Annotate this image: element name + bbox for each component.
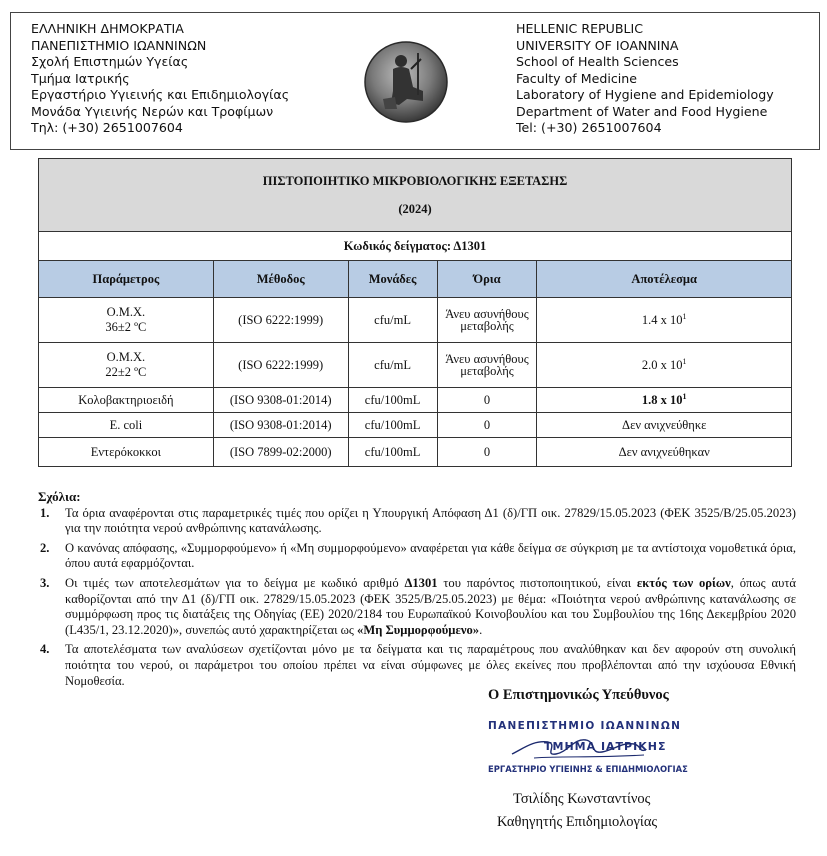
note-item xyxy=(38,506,796,537)
letterhead-line: Εργαστήριο Υγιεινής και Επιδημιολογίας xyxy=(31,87,290,102)
note-text: Τα όρια αναφέρονται στις παραμετρικές τιμές που ορίζει η Υπουργική Απόφαση Δ1 (δ)/ΓΠ οικ. 27829/15.05.2023 (ΦΕΚ 3525/Β/25.05.2023) για την ποιότητα νερού ανθρώπινης κατανάλωσης. xyxy=(65,505,796,536)
note-out-of-limits: εκτός των ορίων xyxy=(636,575,731,590)
note-item xyxy=(38,541,796,572)
letterhead-line: Τηλ: (+30) 2651007604 xyxy=(31,120,183,135)
letterhead-line: Tel: (+30) 2651007604 xyxy=(516,120,662,135)
signatory-name: Τσιλίδης Κωνσταντίνος xyxy=(513,791,651,807)
param-cell xyxy=(39,298,214,343)
result-cell xyxy=(537,388,792,413)
column-header: Παράμετρος xyxy=(39,261,214,298)
units-cell: cfu/100mL xyxy=(348,438,437,467)
certificate-title-text: ΠΙΣΤΟΠΟΙΗΤΙΚΟ ΜΙΚΡΟΒΙΟΛΟΓΙΚΗΣ ΕΞΕΤΑΣΗΣ xyxy=(262,174,568,188)
note-text-part: Οι τιμές των αποτελεσμάτων για το δείγμα με κωδικό αριθμό xyxy=(65,575,405,590)
letterhead-line: UNIVERSITY OF IOANNINA xyxy=(516,37,679,53)
note-verdict: «Μη Συμμορφούμενο» xyxy=(357,622,480,637)
letterhead-line: Department of Water and Food Hygiene xyxy=(516,103,768,119)
param-temp: 36±2 ºC xyxy=(105,320,147,334)
param-cell: Εντερόκοκκοι xyxy=(39,438,214,467)
note-sample-code: Δ1301 xyxy=(404,575,438,590)
letterhead-greek xyxy=(31,21,289,137)
letterhead-line: ΕΛΛΗΝΙΚΗ ΔΗΜΟΚΡΑΤΙΑ xyxy=(31,21,184,36)
param-temp: 22±2 ºC xyxy=(105,365,147,379)
method-cell: (ISO 7899-02:2000) xyxy=(213,438,348,467)
units-cell: cfu/100mL xyxy=(348,413,437,438)
coin-logo-icon xyxy=(363,39,449,125)
method-cell: (ISO 9308-01:2014) xyxy=(213,388,348,413)
letterhead-line: School of Health Sciences xyxy=(516,54,679,69)
stamp-laboratory: ΕΡΓΑΣΤΗΡΙΟ ΥΓΙΕΙΝΗΣ & ΕΠΙΔΗΜΙΟΛΟΓΙΑΣ xyxy=(488,764,688,774)
units-cell: cfu/mL xyxy=(348,343,437,388)
limit-cell: Άνευ ασυνήθους μεταβολής xyxy=(437,298,537,343)
table-row xyxy=(39,388,792,413)
note-text-part: , όπως αυτά καθορίζονται από την Δ1 (δ)/ΓΠ οικ. 27829/15.05.2023 (ΦΕΚ 3525/Β/25.05.2023) με θέμα: «Ποιότητα νερού ανθρώπινης κατανάλωσης σε συμμόρφωση προς τις διατάξεις της Οδηγίας (ΕΕ) 2020/2184 του Ευρωπαϊκού Κοινοβουλίου και του Συμβουλίου της 16ης Δεκεμβρίου 2020 (L435/1, 23.12.2020)», συνεπώς αυτό χαρακτηρίζεται ως xyxy=(65,575,796,637)
column-header: Όρια xyxy=(437,261,537,298)
letterhead-line: HELLENIC REPUBLIC xyxy=(516,21,644,36)
note-text xyxy=(65,576,796,637)
result-cell: Δεν ανιχνεύθηκαν xyxy=(537,438,792,467)
certificate-year: (2024) xyxy=(398,202,432,216)
result-cell xyxy=(537,343,792,388)
param-name: Ο.Μ.Χ. xyxy=(106,350,146,364)
letterhead-line: ΠΑΝΕΠΙΣΤΗΜΙΟ ΙΩΑΝΝΙΝΩΝ xyxy=(31,37,207,53)
column-header: Αποτέλεσμα xyxy=(537,261,792,298)
result-value: 2.0 x 10 xyxy=(641,358,683,373)
limit-cell: Άνευ ασυνήθους μεταβολής xyxy=(437,343,537,388)
column-header: Μονάδες xyxy=(348,261,437,298)
method-cell: (ISO 9308-01:2014) xyxy=(213,413,348,438)
note-number: 2. xyxy=(40,540,50,555)
stamp-university: ΠΑΝΕΠΙΣΤΗΜΙΟ ΙΩΑΝΝΙΝΩΝ xyxy=(488,720,682,732)
limit-cell: 0 xyxy=(437,413,537,438)
note-text-part: . xyxy=(479,622,483,637)
signatory-role: Καθηγητής Επιδημιολογίας xyxy=(497,814,658,830)
note-text: Τα αποτελέσματα των αναλύσεων σχετίζονται μόνο με τα δείγματα και τις παραμέτρους που αναλύθηκαν και δεν αφορούν στη συνολική ποιότητα του νερού, οι παράμετροι του οποίου πρέπει να είναι σύμφωνες με όλες εκείνες που προβλέπονται από την ισχύουσα Εθνική Νομοθεσία. xyxy=(65,642,796,688)
table-row xyxy=(39,298,792,343)
method-cell: (ISO 6222:1999) xyxy=(213,343,348,388)
result-value: 1.4 x 10 xyxy=(641,313,683,328)
letterhead-english xyxy=(516,21,774,137)
notes-title: Σχόλια: xyxy=(38,489,81,504)
note-item xyxy=(38,642,796,689)
note-text: Ο κανόνας απόφασης, «Συμμορφούμενο» ή «Μη συμμορφούμενο» αναφέρεται για κάθε δείγμα σε σύγκριση με τα αντίστοιχα νομοθετικά όρια, όπου αυτά εφαρμόζονται. xyxy=(65,540,796,571)
certificate-title xyxy=(39,159,792,232)
letterhead-line: Σχολή Επιστημών Υγείας xyxy=(31,54,189,69)
note-number: 1. xyxy=(40,505,50,520)
result-value: 1.8 x 10 xyxy=(641,393,683,408)
method-cell: (ISO 6222:1999) xyxy=(213,298,348,343)
letterhead-line: Τμήμα Ιατρικής xyxy=(31,70,130,86)
limit-cell: 0 xyxy=(437,388,537,413)
note-number: 4. xyxy=(40,642,50,657)
result-cell xyxy=(537,298,792,343)
limit-cell: 0 xyxy=(437,438,537,467)
official-stamp xyxy=(484,716,694,780)
result-exponent: 1 xyxy=(682,356,687,366)
result-cell: Δεν ανιχνεύθηκε xyxy=(537,413,792,438)
letterhead-line: Μονάδα Υγιεινής Νερών και Τροφίμων xyxy=(31,103,274,119)
note-text-part: του παρόντος πιστοποιητικού, είναι xyxy=(437,575,637,590)
letterhead-line: Laboratory of Hygiene and Epidemiology xyxy=(516,87,774,102)
letterhead-line: Faculty of Medicine xyxy=(516,70,638,86)
param-cell: Κολοβακτηριοειδή xyxy=(39,388,214,413)
param-cell xyxy=(39,343,214,388)
letterhead xyxy=(10,12,820,150)
table-row xyxy=(39,413,792,438)
note-number: 3. xyxy=(40,575,50,590)
param-name: Ο.Μ.Χ. xyxy=(106,305,146,319)
sample-code: Κωδικός δείγματος: Δ1301 xyxy=(39,232,792,261)
handwritten-signature-icon xyxy=(504,728,654,764)
table-row xyxy=(39,438,792,467)
signature-title: Ο Επιστημονικώς Υπεύθυνος xyxy=(488,687,669,703)
table-row xyxy=(39,343,792,388)
stamp-department: ΤΜΗΜΑ ΙΑΤΡΙΚΗΣ xyxy=(544,740,667,753)
note-item xyxy=(38,576,796,638)
notes-section xyxy=(38,489,796,689)
result-exponent: 1 xyxy=(682,391,687,401)
certificate-table xyxy=(38,158,792,467)
column-header: Μέθοδος xyxy=(213,261,348,298)
units-cell: cfu/mL xyxy=(348,298,437,343)
param-cell: E. coli xyxy=(39,413,214,438)
result-exponent: 1 xyxy=(682,311,687,321)
units-cell: cfu/100mL xyxy=(348,388,437,413)
